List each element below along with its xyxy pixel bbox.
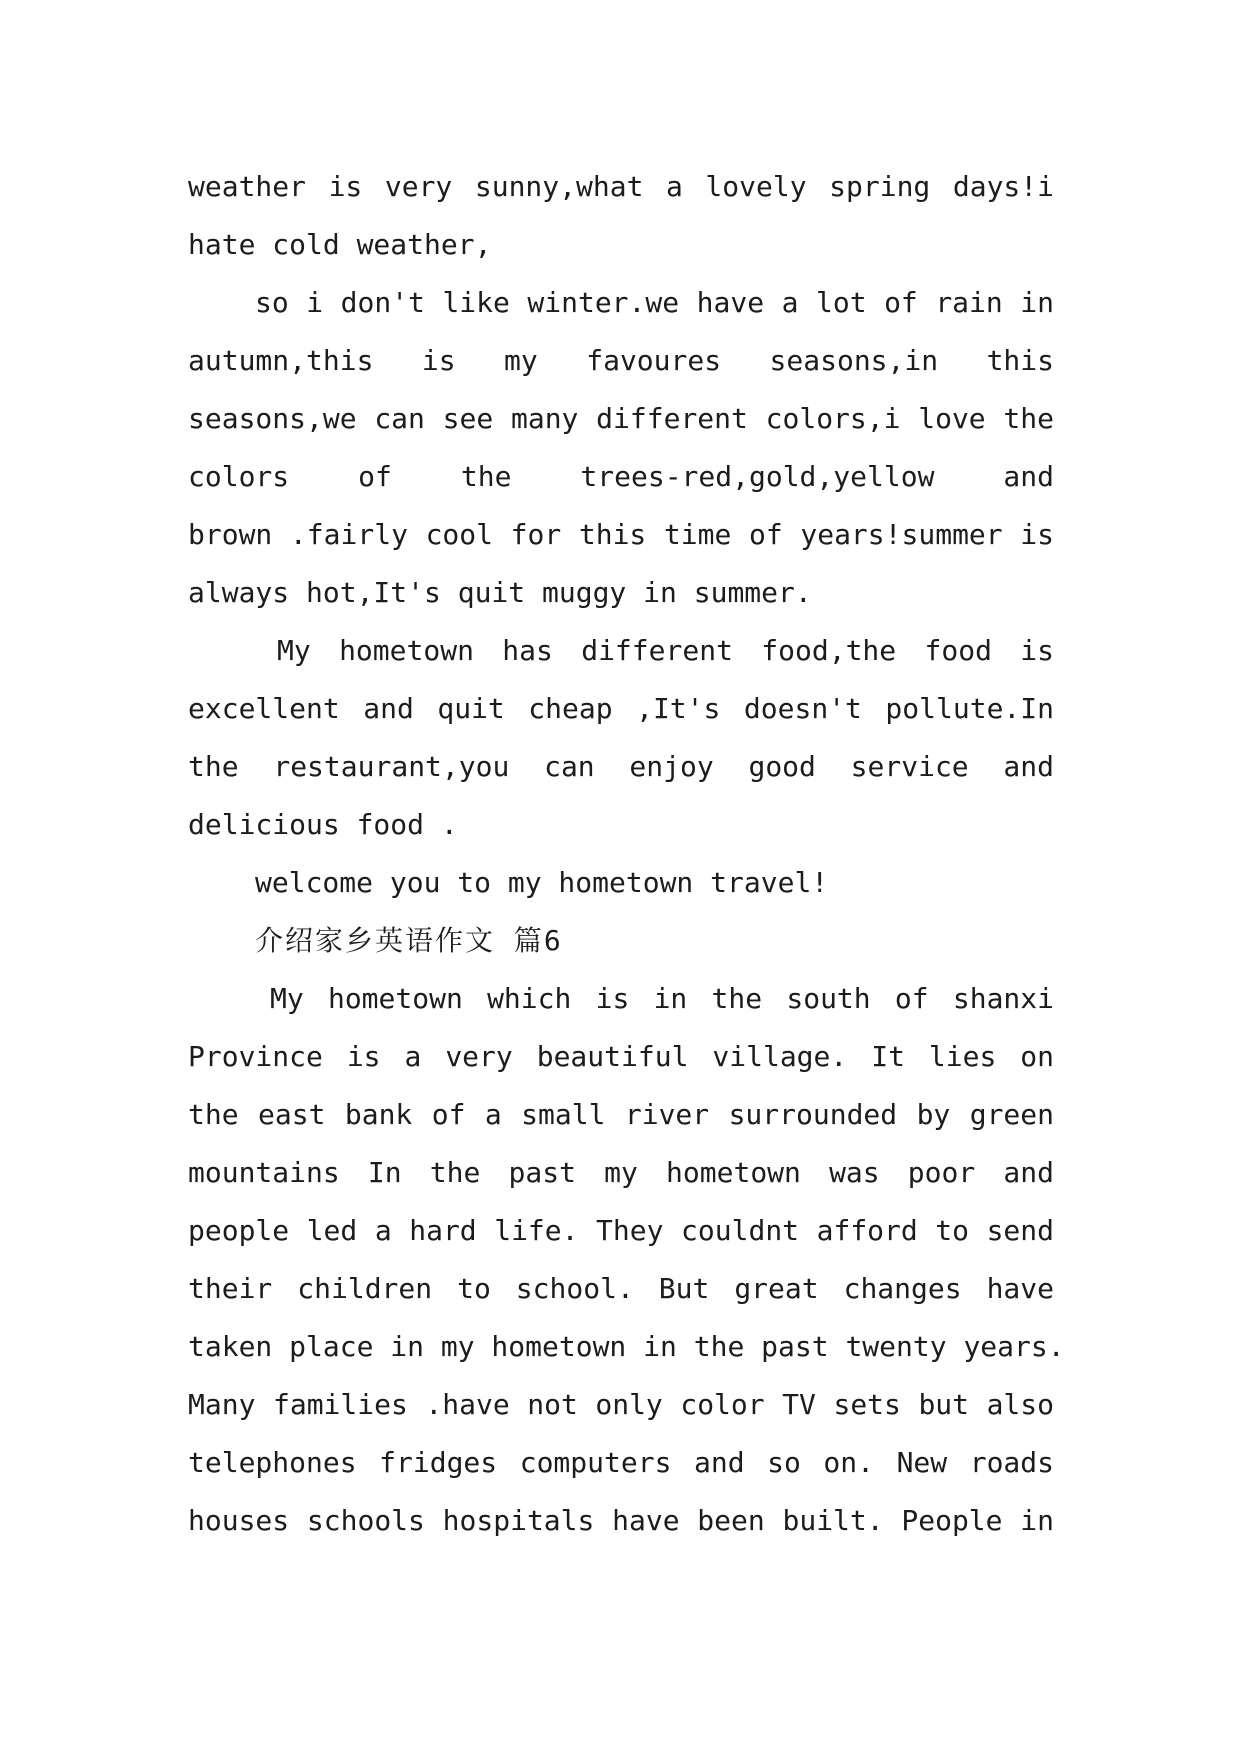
paragraph-line: the restaurant,you can enjoy good service and <box>188 750 1054 783</box>
paragraph-line: taken place in my hometown in the past twenty years. <box>188 1330 1065 1363</box>
paragraph-line: the east bank of a small river surrounded by green <box>188 1098 1054 1131</box>
paragraph-line: My hometown which is in the south of shanxi <box>270 982 1054 1015</box>
paragraph-line: houses schools hospitals have been built. People in <box>188 1504 1054 1537</box>
paragraph-line: seasons,we can see many different colors,i love the <box>188 402 1054 435</box>
paragraph-line: telephones fridges computers and so on. New roads <box>188 1446 1054 1479</box>
paragraph-line: brown .fairly cool for this time of years!summer is <box>188 518 1054 551</box>
paragraph-line: Province is a very beautiful village. It lies on <box>188 1040 1054 1073</box>
paragraph-line: My hometown has different food,the food is <box>277 634 1054 667</box>
paragraph-line: their children to school. But great changes have <box>188 1272 1054 1305</box>
paragraph-line: weather is very sunny,what a lovely spring days!i <box>188 170 1054 203</box>
paragraph-line: colors of the trees-red,gold,yellow and <box>188 460 1054 493</box>
paragraph-line: always hot,It's quit muggy in summer. <box>188 576 812 609</box>
paragraph-line: Many families .have not only color TV sets but also <box>188 1388 1054 1421</box>
paragraph-line: people led a hard life. They couldnt afford to send <box>188 1214 1054 1247</box>
paragraph-line: mountains In the past my hometown was poor and <box>188 1156 1054 1189</box>
paragraph-line: hate cold weather, <box>188 228 492 261</box>
paragraph-line: welcome you to my hometown travel! <box>255 866 829 899</box>
paragraph-line: so i don't like winter.we have a lot of rain in <box>255 286 1054 319</box>
section-heading: 介绍家乡英语作文 篇6 <box>255 924 563 957</box>
paragraph-line: delicious food . <box>188 808 458 841</box>
paragraph-line: autumn,this is my favoures seasons,in this <box>188 344 1054 377</box>
paragraph-line: excellent and quit cheap ,It's doesn't pollute.In <box>188 692 1054 725</box>
